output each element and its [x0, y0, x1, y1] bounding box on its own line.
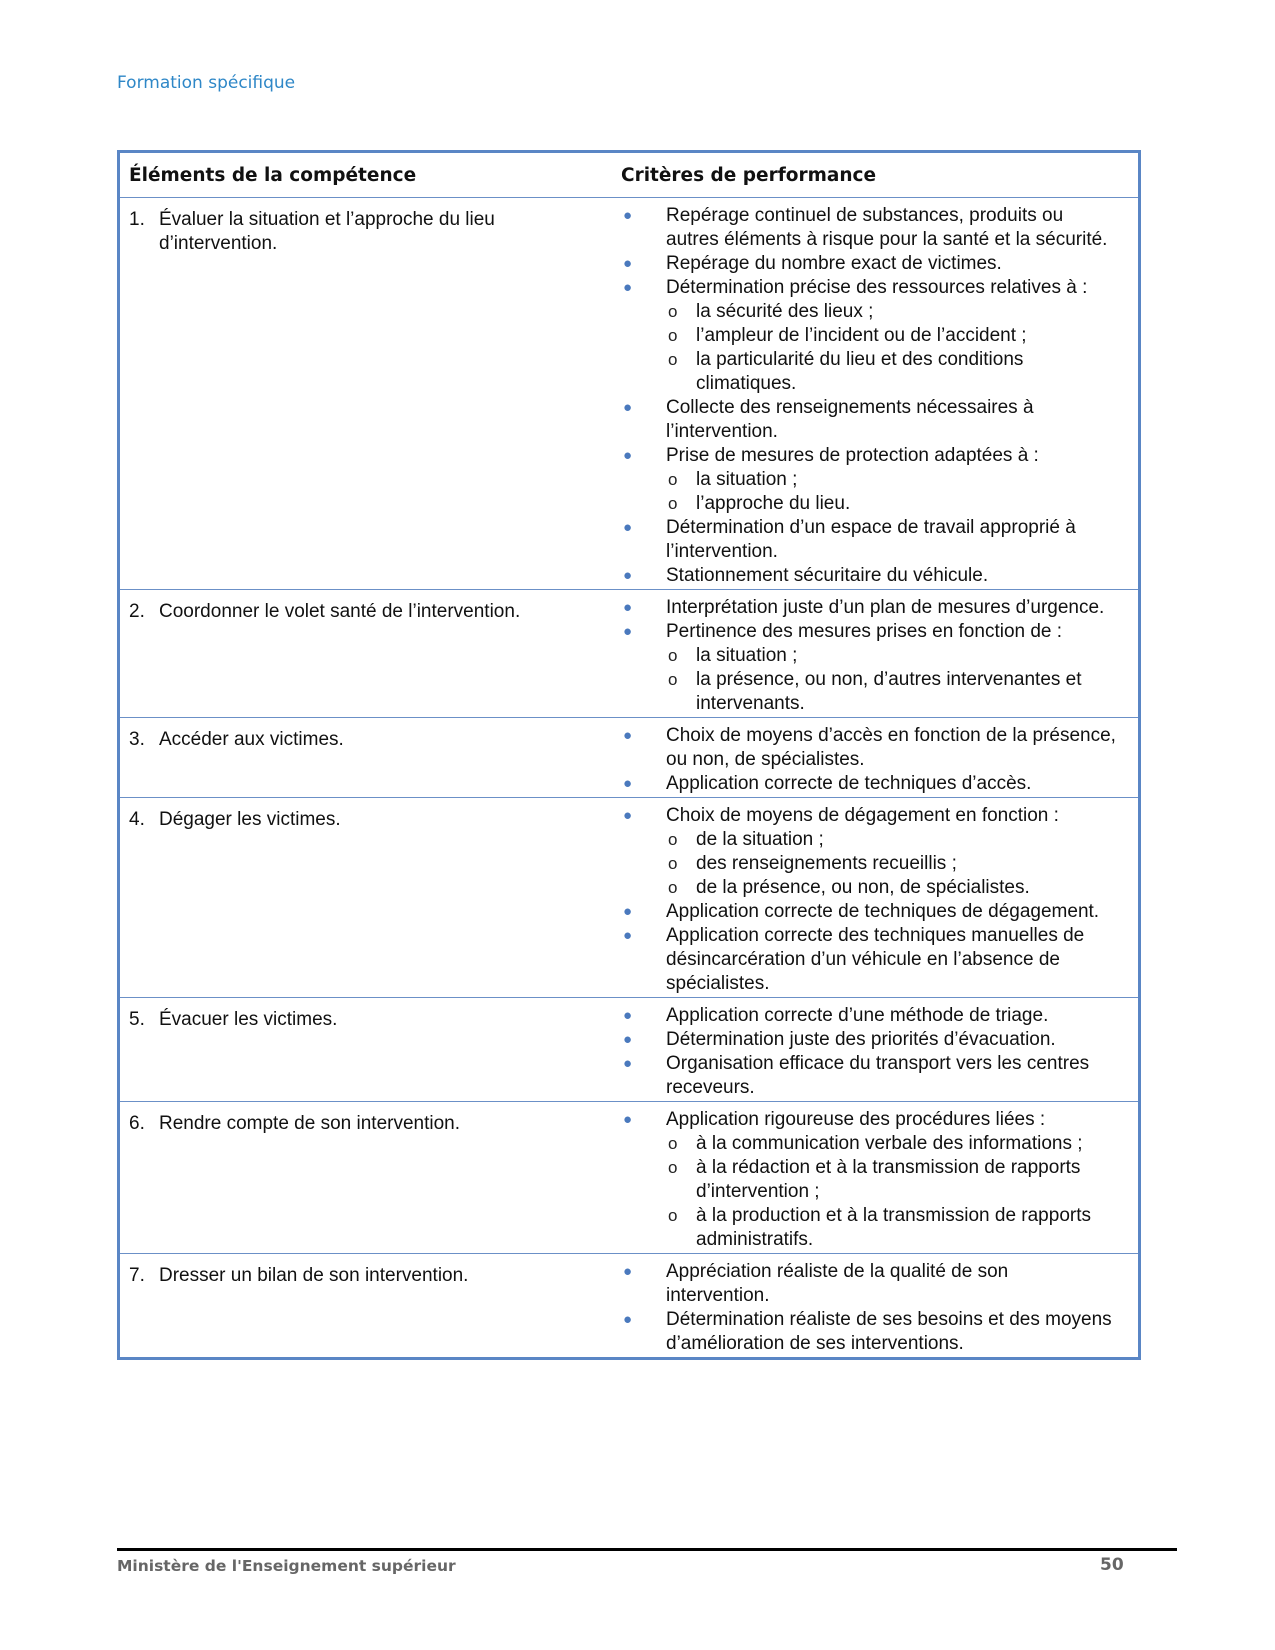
bullet-icon: ● — [623, 1111, 633, 1128]
running-header: Formation spécifique — [117, 73, 296, 93]
criteria-item — [620, 1260, 1116, 1308]
circle-bullet-icon: o — [668, 878, 678, 897]
element-item — [120, 204, 620, 256]
element-number: 7. — [129, 1265, 145, 1286]
bullet-icon: ● — [623, 1311, 633, 1328]
footer-ministry: Ministère de l'Enseignement supérieur — [117, 1557, 456, 1575]
competence-table — [117, 150, 1141, 1360]
table-row — [119, 798, 1140, 998]
element-cell — [119, 1102, 621, 1254]
criteria-text: Application correcte de techniques de dégagement. — [666, 901, 1100, 922]
criteria-text: Détermination juste des priorités d’évacuation. — [666, 1029, 1056, 1050]
bullet-icon: ● — [623, 567, 633, 584]
element-item — [120, 724, 620, 752]
circle-bullet-icon: o — [668, 1206, 678, 1225]
bullet-icon: ● — [623, 255, 633, 272]
bullet-icon: ● — [623, 927, 633, 944]
criteria-list — [620, 724, 1138, 796]
criteria-text: Application correcte des techniques manuelles de désincarcération d’un véhicule en l’absence de spécialistes. — [666, 925, 1085, 994]
bullet-icon: ● — [623, 1055, 633, 1072]
sub-criteria-item — [666, 668, 1116, 716]
element-cell — [119, 590, 621, 718]
circle-bullet-icon: o — [668, 326, 678, 345]
sub-criteria-text: la situation ; — [696, 645, 798, 666]
criteria-cell — [620, 998, 1140, 1102]
criteria-list — [620, 1004, 1138, 1100]
criteria-item — [620, 276, 1116, 396]
criteria-text: Appréciation réaliste de la qualité de son intervention. — [666, 1261, 1009, 1306]
criteria-item — [620, 900, 1116, 924]
criteria-cell — [620, 718, 1140, 798]
sub-criteria-text: de la situation ; — [696, 829, 824, 850]
sub-criteria-text: la particularité du lieu et des conditions climatiques. — [696, 349, 1024, 394]
element-text: Dégager les victimes. — [159, 809, 341, 830]
element-cell — [119, 1254, 621, 1359]
sub-criteria-item — [666, 1156, 1116, 1204]
criteria-text: Choix de moyens d’accès en fonction de la présence, ou non, de spécialistes. — [666, 725, 1116, 770]
circle-bullet-icon: o — [668, 830, 678, 849]
sub-criteria-text: la présence, ou non, d’autres intervenantes et intervenants. — [696, 669, 1082, 714]
sub-criteria-item — [666, 644, 1116, 668]
element-item — [120, 596, 620, 624]
circle-bullet-icon: o — [668, 350, 678, 369]
sub-criteria-list — [666, 644, 1116, 716]
criteria-text: Repérage continuel de substances, produits ou autres éléments à risque pour la santé et la sécurité. — [666, 205, 1108, 250]
sub-criteria-item — [666, 468, 1116, 492]
criteria-text: Organisation efficace du transport vers les centres receveurs. — [666, 1053, 1090, 1098]
criteria-cell — [620, 1254, 1140, 1359]
sub-criteria-item — [666, 852, 1116, 876]
criteria-item — [620, 1052, 1116, 1100]
criteria-text: Application rigoureuse des procédures liées : — [666, 1109, 1046, 1130]
bullet-icon: ● — [623, 1007, 633, 1024]
sub-criteria-text: des renseignements recueillis ; — [696, 853, 957, 874]
element-cell — [119, 798, 621, 998]
criteria-item — [620, 444, 1116, 516]
element-text: Évacuer les victimes. — [159, 1009, 338, 1030]
circle-bullet-icon: o — [668, 670, 678, 689]
criteria-text: Détermination précise des ressources relatives à : — [666, 277, 1088, 298]
sub-criteria-item — [666, 828, 1116, 852]
criteria-text: Application correcte de techniques d’accès. — [666, 773, 1032, 794]
element-item — [120, 804, 620, 832]
criteria-list — [620, 804, 1138, 996]
criteria-item — [620, 596, 1116, 620]
sub-criteria-text: l’ampleur de l’incident ou de l’accident ; — [696, 325, 1027, 346]
sub-criteria-item — [666, 1204, 1116, 1252]
circle-bullet-icon: o — [668, 1158, 678, 1177]
criteria-item — [620, 516, 1116, 564]
sub-criteria-item — [666, 300, 1116, 324]
table-row — [119, 1254, 1140, 1359]
bullet-icon: ● — [623, 599, 633, 616]
bullet-icon: ● — [623, 519, 633, 536]
circle-bullet-icon: o — [668, 302, 678, 321]
element-number: 2. — [129, 601, 145, 622]
bullet-icon: ● — [623, 1263, 633, 1280]
footer-rule — [117, 1548, 1177, 1551]
sub-criteria-text: à la rédaction et à la transmission de rapports d’intervention ; — [696, 1157, 1081, 1202]
column-header-elements: Éléments de la compétence — [119, 152, 621, 198]
sub-criteria-text: de la présence, ou non, de spécialistes. — [696, 877, 1030, 898]
criteria-item — [620, 772, 1116, 796]
element-text: Évaluer la situation et l’approche du lieu d’intervention. — [159, 209, 495, 254]
circle-bullet-icon: o — [668, 646, 678, 665]
criteria-item — [620, 1004, 1116, 1028]
bullet-icon: ● — [623, 727, 633, 744]
element-number: 3. — [129, 729, 145, 750]
bullet-icon: ● — [623, 207, 633, 224]
sub-criteria-list — [666, 1132, 1116, 1252]
table-row — [119, 998, 1140, 1102]
criteria-text: Détermination réaliste de ses besoins et des moyens d’amélioration de ses interventions. — [666, 1309, 1112, 1354]
sub-criteria-item — [666, 492, 1116, 516]
criteria-text: Détermination d’un espace de travail approprié à l’intervention. — [666, 517, 1076, 562]
sub-criteria-text: la sécurité des lieux ; — [696, 301, 874, 322]
bullet-icon: ● — [623, 447, 633, 464]
criteria-cell — [620, 1102, 1140, 1254]
table-row — [119, 590, 1140, 718]
criteria-list — [620, 204, 1138, 588]
criteria-text: Stationnement sécuritaire du véhicule. — [666, 565, 989, 586]
criteria-item — [620, 804, 1116, 900]
criteria-text: Prise de mesures de protection adaptées à : — [666, 445, 1039, 466]
bullet-icon: ● — [623, 279, 633, 296]
element-item — [120, 1004, 620, 1032]
table-header-row — [119, 152, 1140, 198]
circle-bullet-icon: o — [668, 854, 678, 873]
bullet-icon: ● — [623, 1031, 633, 1048]
bullet-icon: ● — [623, 903, 633, 920]
bullet-icon: ● — [623, 399, 633, 416]
sub-criteria-item — [666, 324, 1116, 348]
element-text: Dresser un bilan de son intervention. — [159, 1265, 469, 1286]
sub-criteria-item — [666, 348, 1116, 396]
criteria-item — [620, 564, 1116, 588]
criteria-item — [620, 204, 1116, 252]
table-row — [119, 198, 1140, 590]
sub-criteria-text: l’approche du lieu. — [696, 493, 851, 514]
circle-bullet-icon: o — [668, 494, 678, 513]
sub-criteria-text: à la production et à la transmission de rapports administratifs. — [696, 1205, 1091, 1250]
criteria-list — [620, 1260, 1138, 1356]
criteria-item — [620, 1028, 1116, 1052]
sub-criteria-list — [666, 300, 1116, 396]
sub-criteria-item — [666, 1132, 1116, 1156]
column-header-criteria: Critères de performance — [620, 152, 1140, 198]
element-item — [120, 1108, 620, 1136]
criteria-item — [620, 724, 1116, 772]
criteria-text: Application correcte d’une méthode de triage. — [666, 1005, 1049, 1026]
criteria-list — [620, 1108, 1138, 1252]
table-body — [119, 198, 1140, 1359]
element-number: 5. — [129, 1009, 145, 1030]
element-cell — [119, 998, 621, 1102]
element-text: Rendre compte de son intervention. — [159, 1113, 461, 1134]
sub-criteria-text: à la communication verbale des informations ; — [696, 1133, 1083, 1154]
element-text: Coordonner le volet santé de l’intervention. — [159, 601, 521, 622]
element-text: Accéder aux victimes. — [159, 729, 344, 750]
table-row — [119, 718, 1140, 798]
criteria-text: Collecte des renseignements nécessaires à l’intervention. — [666, 397, 1034, 442]
element-cell — [119, 718, 621, 798]
criteria-text: Pertinence des mesures prises en fonction de : — [666, 621, 1063, 642]
sub-criteria-list — [666, 468, 1116, 516]
sub-criteria-item — [666, 876, 1116, 900]
criteria-cell — [620, 590, 1140, 718]
criteria-cell — [620, 798, 1140, 998]
criteria-item — [620, 1308, 1116, 1356]
table-row — [119, 1102, 1140, 1254]
criteria-text: Choix de moyens de dégagement en fonction : — [666, 805, 1059, 826]
bullet-icon: ● — [623, 623, 633, 640]
bullet-icon: ● — [623, 807, 633, 824]
page-number: 50 — [1100, 1555, 1124, 1575]
element-item — [120, 1260, 620, 1288]
sub-criteria-text: la situation ; — [696, 469, 798, 490]
criteria-text: Interprétation juste d’un plan de mesures d’urgence. — [666, 597, 1105, 618]
criteria-item — [620, 252, 1116, 276]
element-cell — [119, 198, 621, 590]
circle-bullet-icon: o — [668, 1134, 678, 1153]
criteria-text: Repérage du nombre exact de victimes. — [666, 253, 1002, 274]
criteria-item — [620, 620, 1116, 716]
criteria-cell — [620, 198, 1140, 590]
criteria-item — [620, 396, 1116, 444]
sub-criteria-list — [666, 828, 1116, 900]
criteria-item — [620, 924, 1116, 996]
element-number: 6. — [129, 1113, 145, 1134]
element-number: 1. — [129, 209, 145, 230]
criteria-list — [620, 596, 1138, 716]
circle-bullet-icon: o — [668, 470, 678, 489]
element-number: 4. — [129, 809, 145, 830]
criteria-item — [620, 1108, 1116, 1252]
bullet-icon: ● — [623, 775, 633, 792]
